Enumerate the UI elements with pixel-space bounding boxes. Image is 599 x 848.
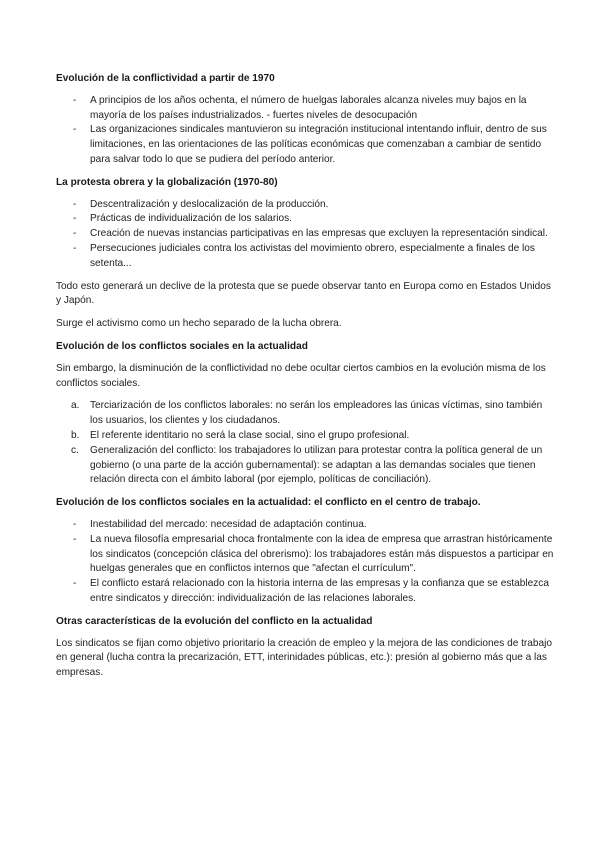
list-item bbox=[56, 444, 556, 488]
list-item-text: La nueva filosofía empresarial choca frontalmente con la idea de empresa que arrastran históricamente los sindicatos (concepción clásica del obrerismo): los trabajadores están más dispuestos a participar en huelgas generales que en conflictos internos que "afectan el currículum". bbox=[90, 533, 554, 575]
dash-marker: - bbox=[73, 94, 77, 106]
section-heading: Otras características de la evolución del conflicto en la actualidad bbox=[56, 615, 373, 627]
dash-list bbox=[56, 94, 556, 168]
body-paragraph: Los sindicatos se fijan como objetivo prioritario la creación de empleo y la mejora de las condiciones de trabajo en general (lucha contra la precarización, ETT, interinidades públicas, etc.): presión al gobierno más que a las empresas. bbox=[56, 637, 552, 679]
dash-marker: - bbox=[73, 228, 77, 240]
list-marker: c. bbox=[71, 444, 79, 456]
body-paragraph: Todo esto generará un declive de la protesta que se puede observar tanto en Europa como en Estados Unidos y Japón. bbox=[56, 280, 551, 307]
list-item bbox=[56, 94, 556, 124]
list-item bbox=[56, 227, 556, 242]
list-item-text: Inestabilidad del mercado: necesidad de adaptación continua. bbox=[90, 518, 367, 530]
section-heading: La protesta obrera y la globalización (1970-80) bbox=[56, 176, 278, 188]
document-page bbox=[56, 72, 556, 689]
list-item-text: Descentralización y deslocalización de la producción. bbox=[90, 198, 329, 210]
list-item bbox=[56, 533, 556, 577]
list-marker: a. bbox=[71, 400, 80, 412]
section-heading: Evolución de los conflictos sociales en la actualidad: el conflicto en el centro de trabajo. bbox=[56, 497, 481, 509]
section-heading: Evolución de los conflictos sociales en la actualidad bbox=[56, 340, 308, 352]
list-item bbox=[56, 429, 556, 444]
dash-marker: - bbox=[73, 213, 77, 225]
list-item-text: Terciarización de los conflictos laborales: no serán los empleadores las únicas víctimas, sino también los usuarios, los clientes y los ciudadanos. bbox=[90, 400, 543, 427]
dash-marker: - bbox=[73, 578, 77, 590]
list-item bbox=[56, 399, 556, 429]
dash-marker: - bbox=[73, 198, 77, 210]
dash-marker: - bbox=[73, 518, 77, 530]
list-item bbox=[56, 198, 556, 213]
list-item bbox=[56, 518, 556, 533]
list-item-text: Las organizaciones sindicales mantuvieron su integración institucional intentando influir, dentro de sus limitaciones, en las orientaciones de las políticas económicas que comenzaban a cambiar de sentido para salvar todo lo que se pudiera del período anterior. bbox=[90, 124, 547, 165]
list-item-text: Persecuciones judiciales contra los activistas del movimiento obrero, especialmente a finales de los setenta... bbox=[90, 242, 535, 269]
list-item-text: Creación de nuevas instancias participativas en las empresas que excluyen la representación sindical. bbox=[90, 228, 548, 240]
dash-list bbox=[56, 518, 556, 607]
list-item-text: El conflicto estará relacionado con la historia interna de las empresas y la confianza que se establezca entre sindicatos y dirección: individualización de las relaciones laborales. bbox=[90, 578, 549, 604]
list-item bbox=[56, 212, 556, 227]
list-item-text: Prácticas de individualización de los salarios. bbox=[90, 213, 292, 225]
dash-list bbox=[56, 198, 556, 272]
body-paragraph: Sin embargo, la disminución de la conflictividad no debe ocultar ciertos cambios en la evolución misma de los conflictos sociales. bbox=[56, 362, 546, 389]
list-marker: b. bbox=[71, 429, 80, 441]
dash-marker: - bbox=[73, 533, 77, 545]
alpha-list bbox=[56, 399, 556, 488]
body-paragraph: Surge el activismo como un hecho separado de la lucha obrera. bbox=[56, 318, 342, 330]
list-item-text: Generalización del conflicto: los trabajadores lo utilizan para protestar contra la política general de un gobierno (o una parte de la acción gubernamental): se adaptan a las demandas sociales que tienen relación directa con el ámbito laboral (por ejemplo, políticas de conciliación). bbox=[90, 444, 543, 486]
dash-marker: - bbox=[73, 124, 77, 136]
list-item bbox=[56, 123, 556, 167]
list-item-text: El referente identitario no será la clase social, sino el grupo profesional. bbox=[90, 429, 410, 441]
list-item-text: A principios de los años ochenta, el número de huelgas laborales alcanza niveles muy bajos en la mayoría de los países industrializados. - fuertes niveles de desocupación bbox=[90, 94, 527, 121]
dash-marker: - bbox=[73, 242, 77, 254]
list-item bbox=[56, 577, 556, 607]
list-item bbox=[56, 242, 556, 272]
section-heading: Evolución de la conflictividad a partir de 1970 bbox=[56, 73, 275, 84]
